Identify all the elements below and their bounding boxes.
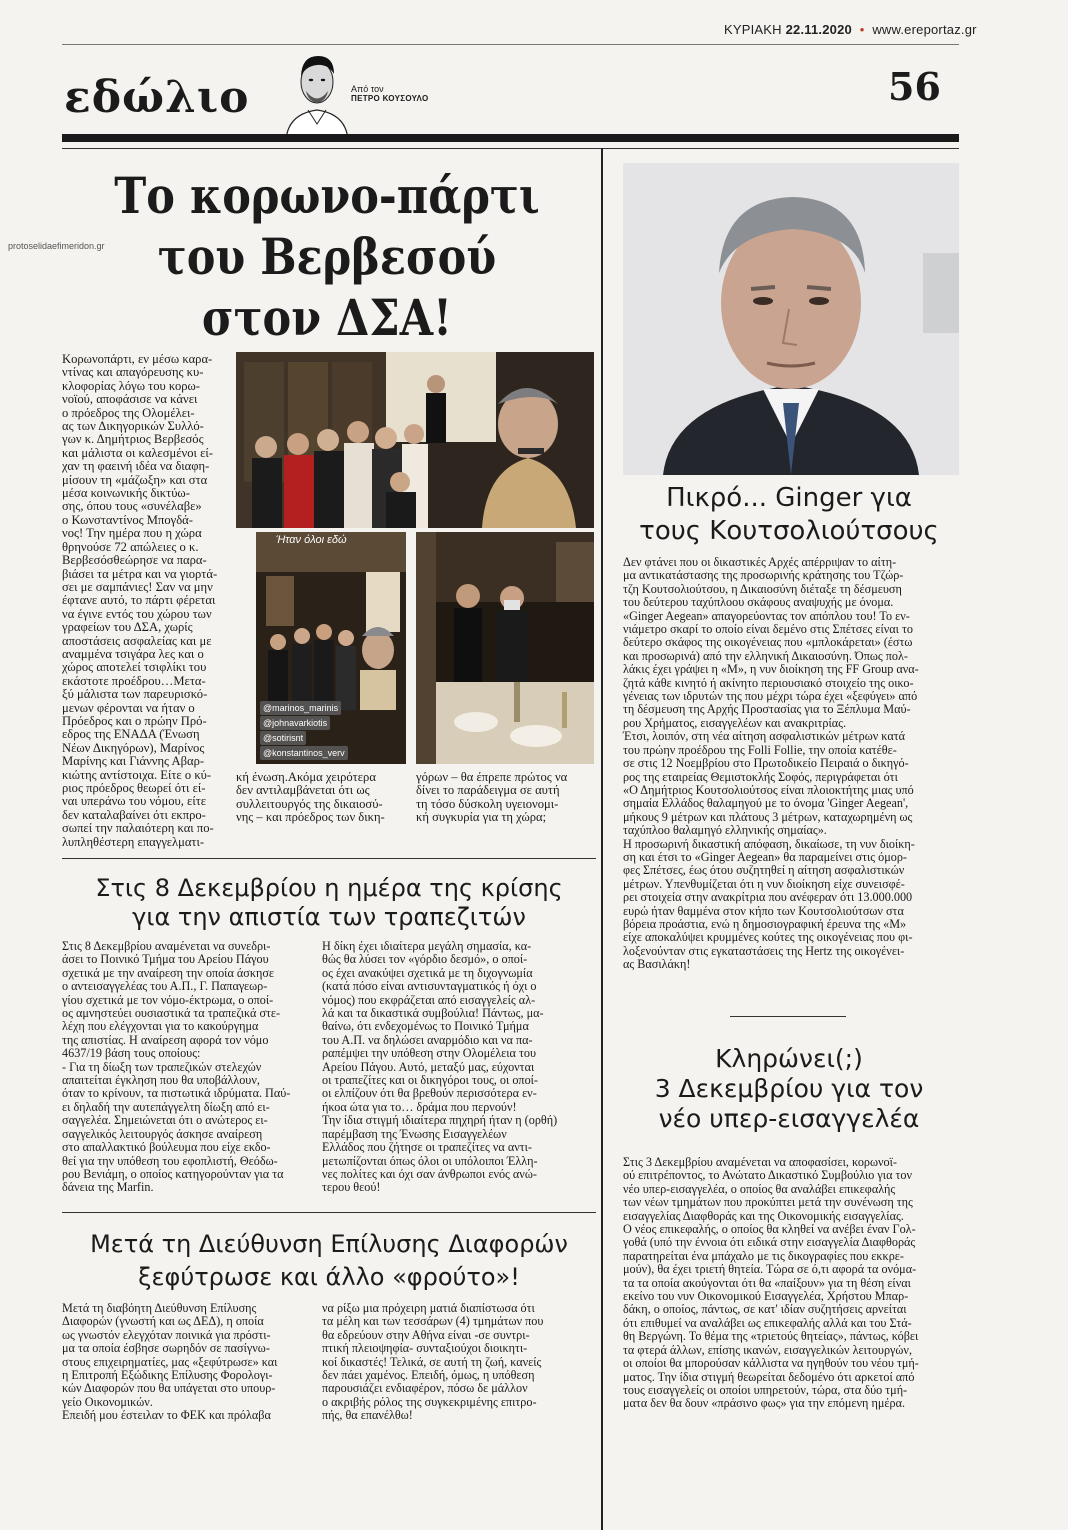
body-text-line: ος έχει ανακύψει σχετικά με τη διχογνωμία: [322, 965, 533, 980]
author-portrait: [282, 44, 352, 140]
main-story-column-2: [236, 771, 406, 825]
body-text-line: μετωπίζονται όπως όλοι οι υπόλοιποι Έλλη-: [322, 1153, 538, 1168]
body-text-line: δάνεια της Marfin.: [62, 1180, 154, 1195]
body-text-line: γόρων – θα έπρεπε πρώτος να: [416, 770, 568, 784]
body-text-line: στους επιχειρηματίες, μας «ξεφύτρωσε» και: [62, 1354, 278, 1369]
body-text-line: γένειας των ιδρυτών της που μέχρι τώρα έχει «ξεφύγει» από: [623, 689, 918, 704]
body-text-line: μενων φέρονται να ήταν ο: [62, 700, 195, 715]
body-text-line: του πρώην προέδρου της Folli Follie, την οποία κατέθε-: [623, 742, 897, 757]
body-text-line: είχε αποκαλύψει κρυμμένες κούτες της οικογένειας που φι-: [623, 930, 913, 945]
body-text-line: ας Βασιλάκη!: [623, 957, 691, 972]
fruit-story-left-column: [62, 1302, 316, 1423]
ginger-headline: [611, 482, 967, 548]
body-text-line: τη τόσο δύσκολη υγειονομι-: [416, 796, 559, 811]
body-text-line: γραφείων του ΔΣΑ, χωρίς: [62, 620, 193, 635]
bullet-separator: •: [859, 22, 865, 37]
body-text-line: ρει στοιχεία στην ανακρίτρια που ανέφεραν ότι 13.000.000: [623, 890, 913, 905]
body-text-line: σωπεί την παλαιότερη και πο-: [62, 821, 214, 836]
party-photo-group: [236, 352, 594, 528]
bankers-story-right-column: [322, 940, 592, 1195]
body-text-line: ο αντεισαγγελέας του Α.Π., Γ. Παπαγεωρ-: [62, 979, 268, 994]
body-text-line: Βερβεσόσθεώρησε να παρα-: [62, 553, 207, 568]
body-text-line: τη δέσμευση της Αρχής Προστασίας για το Ξέπλυμα Μαύ-: [623, 702, 911, 717]
body-text-line: σης, όπου τους «συνέλαβε»: [62, 499, 202, 514]
body-text-line: Κορωνοπάρτι, εν μέσω καρα-: [62, 352, 213, 366]
body-text-line: να ρίξω μια πρόχειρη ματιά διαπίστωσα ότι: [322, 1301, 535, 1315]
body-text-line: ζητά κάθε κινητό ή ακίνητο περιουσιακό στοιχείο της οικο-: [623, 675, 914, 690]
body-text-line: τα μέλη και των τεσσάρων (4) τμημάτων που: [322, 1314, 544, 1329]
body-text-line: ση και έτσι το «Ginger Aegean» θα παραμείνει στις όμορ-: [623, 849, 907, 864]
fruit-headline-line: ξεφύτρωσε και άλλο «φρούτο»!: [138, 1263, 520, 1291]
body-text-line: αποστάσεις ασφαλείας και με: [62, 633, 212, 648]
body-text-line: γων κ. Δημήτριος Βερβεσός: [62, 432, 204, 447]
koutsolioutsos-photo: [623, 163, 959, 475]
section-rule: [62, 1212, 596, 1213]
instagram-handle-tag[interactable]: @johnavarkiotis: [260, 716, 330, 730]
body-text-line: εισαγγελίας Διαφθοράς και της Οικονομικής εισαγγελίας.: [623, 1208, 904, 1223]
body-text-line: μα τα οποία έσβησε σωρηδόν σε πασίγνω-: [62, 1341, 270, 1356]
main-headline-line: του Βερβεσού: [157, 227, 497, 286]
fruit-story-right-column: [322, 1302, 592, 1423]
body-text-line: χαν τη φαεινή ιδέα να διαφη-: [62, 459, 210, 474]
body-text-line: Επειδή μου έστειλαν το ΦΕΚ και πρόλαβα: [62, 1408, 271, 1423]
instagram-caption: Ήταν όλοι εδώ: [276, 534, 347, 546]
body-text-line: θα εδρεύουν στην Αθήνα είναι -σε συντρι-: [322, 1327, 530, 1342]
body-text-line: ού επιτρέποντος, το Ανώτατο Δικαστικό Συμβούλιο για τον: [623, 1168, 912, 1183]
body-text-line: δεύτερο σκάφος της οικογένειας που «μπλοκάρεται» (έστω: [623, 635, 913, 650]
body-text-line: σημαία Ελλάδος θαλαμηγού με το όνομα 'Ginger Aegean',: [623, 796, 909, 811]
bankers-headline-line: για την απιστία των τραπεζιτών: [132, 903, 526, 931]
body-text-line: ο πρόεδρος της Ολομέλει-: [62, 405, 195, 420]
body-text-line: θαίνω, ότι ενδεχομένως το Ποινικό Τμήμα: [322, 1019, 529, 1034]
masthead-thick-rule: [62, 134, 959, 142]
bankers-story-left-column: [62, 940, 316, 1195]
body-text-line: και προσωρινά) από την ελληνική Δικαιοσύνη. Όπως πολ-: [623, 648, 908, 663]
body-text-line: Διαφορών (γνωστή και ως ΔΕΔ), η οποία: [62, 1314, 264, 1329]
body-text-line: ριος πρόεδρος θεωρεί ότι εί-: [62, 781, 206, 795]
body-text-line: παρατηρείται ένα μπάχαλο με τις δικογραφίες που εκκρε-: [623, 1248, 904, 1263]
body-text-line: δίνει το παράδειγμα σε αυτή: [416, 783, 560, 798]
instagram-handle-tag[interactable]: @sotirisnt: [260, 731, 306, 745]
instagram-story-photo: [256, 532, 406, 764]
body-text-line: γοθά (υπό την έννοια ότι ειδικά στην εισαγγελία Διαφθοράς: [623, 1235, 916, 1250]
body-text-line: (κατά πόσο είναι αντισυνταγματικός ή όχι ο: [322, 979, 537, 994]
body-text-line: θεί για την υπόθεση του εφοπλιστή, Θεόδω-: [62, 1153, 278, 1168]
body-text-line: γείο Οικονομικών.: [62, 1394, 153, 1409]
watermark: protoselidaefimeridon.gr: [8, 241, 105, 251]
body-text-line: σαγγελέα. Σημειώνεται ότι ο ανώτερος ει-: [62, 1113, 268, 1128]
byline: [351, 84, 428, 104]
body-text-line: αναμμένα τσιγάρα λες και ο: [62, 646, 204, 661]
body-text-line: ραπέμψει την υπόθεση στην Ολομέλεια του: [322, 1046, 537, 1061]
body-text-line: Μαρίνης και Γιάννης Αβαρ-: [62, 754, 205, 769]
body-text-line: εκάστοτε προέδρου…Μετα-: [62, 673, 206, 688]
body-text-line: λέχη που ελέγχονται για το κακούργημα: [62, 1019, 259, 1034]
body-text-line: νέο υπερ-εισαγγελέα, ο οποίος θα αναλάβει επικεφαλής: [623, 1181, 896, 1196]
body-text-line: λά και τα δικαστικά συμβούλια! Πάντως, μα-: [322, 1006, 544, 1021]
body-text-line: τερου θεού!: [322, 1180, 381, 1195]
body-text-line: χώρος αποτελεί τσιφλίκι του: [62, 660, 207, 675]
body-text-line: ρου Βενιάμη, ο οποίος κατηγορούνταν για τα: [62, 1166, 284, 1181]
body-text-line: δεν καταλαβαίνει ότι εκπρο-: [62, 807, 206, 822]
body-text-line: «Ginger Aegean» απαγορεύοντας τον απόπλου του! Το εν-: [623, 608, 910, 623]
body-text-line: ντίνας και απαγόρευσης κυ-: [62, 365, 204, 380]
body-text-line: πής, θα επανέλθω!: [322, 1408, 413, 1423]
body-text-line: οι ελπίζουν ότι θα βρεθούν περισσότερα εν-: [322, 1086, 537, 1101]
body-text-line: μήκους 9 μέτρων και πλάτους 3 μέτρων, καταχωρημένη ως: [623, 809, 913, 824]
body-text-line: σε στις 12 Νοεμβρίου στο Πρωτοδικείο Πειραιά ο δικηγό-: [623, 756, 909, 771]
party-photo-table: [416, 532, 594, 764]
body-text-line: των νέων τμημάτων που προκύπτει μετά την συνένωση της: [623, 1195, 913, 1210]
fruit-headline-line: Μετά τη Διεύθυνση Επίλυσης Διαφορών: [90, 1230, 568, 1258]
body-text-line: της απιστίας. Η αναίρεση αφορά τον νόμο: [62, 1032, 269, 1047]
body-text-line: Ελλάδος που ζήτησε οι τραπεζίτες να αντι-: [322, 1140, 532, 1155]
body-text-line: κή συγκυρία για τη χώρα;: [416, 810, 547, 825]
body-text-line: συλλειτουργός της δικαιοσύ-: [236, 796, 383, 811]
body-text-line: μα αντικατάστασης της προσωρινής κράτησης του Τζώρ-: [623, 568, 904, 583]
body-text-line: σχετικά με την αναίρεση την οποία άσκησε: [62, 965, 275, 980]
body-text-line: Ο νέος επικεφαλής, ο οποίος θα κληθεί να ανέβει έναν Γολ-: [623, 1222, 916, 1237]
body-text-line: τους εισαγγελείς οι οποίοι υπηρετούν, τώρα, στα δύο τμή-: [623, 1382, 908, 1397]
body-text-line: ταχύπλοο θαλαμηγό ελληνικής σημαίας».: [623, 823, 827, 838]
body-text-line: Η δίκη έχει ιδιαίτερα μεγάλη σημασία, κα-: [322, 939, 532, 953]
body-text-line: ος αμνηστεύει ουσιαστικά τα τραπεζικά στε-: [62, 1006, 281, 1021]
prosecutor-headline: [611, 1044, 967, 1134]
prosecutor-headline-line: Κληρώνει(;): [715, 1044, 863, 1073]
body-text-line: ει δηλαδή την αυτεπάγγελτη δίωξη από ει-: [62, 1099, 270, 1114]
body-text-line: όταν το κρίνουν, τα πιστωτικά ιδρύματα. Παύ-: [62, 1086, 291, 1101]
body-text-line: ευρώ ήταν θαμμένα στον κήπο των Κουτσολιούτσων στα: [623, 903, 904, 918]
body-text-line: νες πολίτες και όχι σαν άνθρωποι ενός ανώ-: [322, 1166, 537, 1181]
body-text-line: βιάσει τα μέτρα και να γιορτά-: [62, 566, 218, 581]
section-rule: [62, 858, 596, 859]
body-text-line: μέσα κοινωνικής δικτύω-: [62, 486, 190, 501]
body-text-line: σει με σαμπάνιες! Σαν να μην: [62, 579, 213, 594]
body-text-line: ρου Χρήματος, εισαγγελέων και ανακριτρίας.: [623, 715, 847, 730]
prosecutor-story-body: [623, 1156, 959, 1411]
body-text-line: πτική πλειοψηφία- συνταξιούχοι διοικητι-: [322, 1341, 528, 1356]
body-text-line: «Ο Δημήτριος Κουτσολιούτσος είναι πλοιοκτήτης μιας υπό: [623, 782, 914, 797]
body-text-line: μέτρων. Υπενθυμίζεται ότι η νυν διοίκηση είχε συνεισφέ-: [623, 876, 905, 891]
body-text-line: νης – και πρόεδρος των δικη-: [236, 810, 385, 825]
bankers-headline-line: Στις 8 Δεκεμβρίου η ημέρα της κρίσης: [95, 874, 563, 902]
body-text-line: σαγγελικός λειτουργός άσκησε αναίρεση: [62, 1126, 263, 1141]
page-number: 56: [888, 64, 941, 109]
main-headline-line: Το κορωνο-πάρτι: [114, 166, 540, 225]
instagram-handles: [260, 700, 400, 760]
body-text-line: μούν), θα έχει τριετή θητεία. Τώρα σε ό,τι αφορά τα ονόμα-: [623, 1262, 917, 1277]
issue-dateline: [724, 22, 977, 37]
main-headline-line: στον ΔΣΑ!: [201, 288, 453, 347]
body-text-line: λάκις έχει γράψει η «Μ», η νυν διοίκηση της FF Group ανα-: [623, 662, 919, 677]
body-text-line: Η προσωρινή δικαστική απόφαση, δικαίωσε, τη νυν διοίκη-: [623, 836, 915, 851]
body-text-line: ναι υπεράνω του νόμου, είτε: [62, 794, 207, 809]
body-text-line: οι τραπεζίτες και οι δικηγόροι τους, οι οποί-: [322, 1073, 538, 1088]
body-text-line: Αρείου Πάγου. Αυτό, μεταξύ μας, εύχονται: [322, 1059, 535, 1074]
body-text-line: νοϊού, αποφάσισε να κάνει: [62, 392, 198, 407]
body-text-line: ματος. Την ίδια στιγμή θεωρείται δεδομένο ότι αρκετοί από: [623, 1369, 915, 1384]
body-text-line: τα φτερά άλλων, επίσης ικανών, εισαγγελικών λειτουργών,: [623, 1342, 912, 1357]
body-text-line: Δεν φτάνει που οι δικαστικές Αρχές απέρριψαν το αίτη-: [623, 555, 897, 569]
body-text-line: του Α.Π. να δηλώσει αναρμόδιο και να πα-: [322, 1032, 533, 1047]
body-text-line: και μάλιστα οι καλεσμένοι εί-: [62, 445, 213, 460]
body-text-line: έφτανε αυτό, το πάρτι φέρεται: [62, 593, 216, 608]
body-text-line: λυπληθέστερη επαγγελματι-: [62, 834, 205, 849]
column-divider: [601, 148, 603, 1530]
body-text-line: να έγινε εντός του χώρου των: [62, 606, 212, 621]
body-text-line: τα τα οποία ακούγονται ότι θα «παίξουν» για τη θέση είναι: [623, 1275, 911, 1290]
byline-prefix: Από τον: [351, 84, 384, 94]
fruit-headline: [62, 1228, 596, 1294]
body-text-line: του δεύτερου ταχύπλοου σκάφους αναψυχής με όνομα.: [623, 595, 894, 610]
body-text-line: οι οποίοι θα μπορούσαν κάλλιστα να ηγηθούν του νέου τμή-: [623, 1356, 919, 1371]
header-rule: [62, 44, 959, 45]
main-story-column-3: [416, 771, 594, 825]
body-text-line: κή ένωση.Ακόμα χειρότερα: [236, 770, 376, 784]
body-text-line: λοξενούνταν στις εγκαταστάσεις της Hertz της οικογένει-: [623, 943, 905, 958]
body-text-line: κλοφορίας λόγω του κορω-: [62, 378, 201, 393]
body-text-line: κιώτης αντίστοιχα. Είτε ο κύ-: [62, 767, 212, 782]
body-text-line: Πρόεδρος και ο πρώην Πρό-: [62, 713, 207, 728]
body-text-line: ο Κωνσταντίνος Μπογδά-: [62, 512, 193, 527]
body-text-line: παρουσιάζει ενδιαφέρον, πόσω δε μάλλον: [322, 1381, 528, 1396]
body-text-line: Στις 3 Δεκεμβρίου αναμένεται να αποφασίσει, κορωνοϊ-: [623, 1155, 897, 1169]
website-link[interactable]: www.ereportaz.gr: [872, 22, 977, 37]
body-text-line: νόμος) που εκφράζεται από εισαγγελείς αλ-: [322, 992, 536, 1007]
body-text-line: ρος της εταιρείας Θεμιστοκλής Σοφός, περιγράφεται ότι: [623, 769, 898, 784]
body-text-line: ξύ μάλιστα των παρευρισκό-: [62, 687, 208, 702]
body-text-line: νος! Την ημέρα που η χώρα: [62, 526, 202, 541]
body-text-line: παρέμβαση της Ένωσης Εισαγγελέων: [322, 1126, 507, 1141]
prosecutor-headline-line: 3 Δεκεμβρίου για τον: [654, 1074, 924, 1103]
body-text-line: γίου σχετικά με τον νόμο-έκτρωμα, ο οποί-: [62, 992, 274, 1007]
body-text-line: στο απαλλακτικό βούλευμα που είχε εκδο-: [62, 1140, 271, 1155]
body-text-line: ήκοα ώτα για το… δράμα που περνούν!: [322, 1099, 517, 1114]
author-name: ΠΕΤΡΟ ΚΟΥΣΟΥΛΟ: [351, 94, 429, 103]
body-text-line: Στις 8 Δεκεμβρίου αναμένεται να συνεδρι-: [62, 939, 271, 953]
body-text-line: ας των Δικηγορικών Συλλό-: [62, 419, 204, 434]
body-text-line: άσει το Ποινικό Τμήμα του Αρείου Πάγου: [62, 952, 269, 967]
masthead-thin-rule: [62, 148, 959, 149]
instagram-handle-tag[interactable]: @marinos_marinis: [260, 701, 341, 715]
body-text-line: θη Βεργώνη. Το θέμα της «τριετούς θητείας», πάντως, κόβει: [623, 1329, 919, 1344]
body-text-line: εκείνο του νυν Οικονομικού Εισαγγελέα, Χρήστου Μπαρ-: [623, 1289, 909, 1304]
body-text-line: κών Διαφορών που θα υπάγεται στο υπουρ-: [62, 1381, 276, 1396]
body-text-line: ματα δεν θα δουν «πράσινο φως» για την επόμενη ημέρα.: [623, 1396, 906, 1411]
body-text-line: Την ίδια στιγμή ιδιαίτερα πηχηρή ήταν η (ορθή): [322, 1113, 558, 1128]
issue-date: 22.11.2020: [785, 22, 852, 37]
body-text-line: νιάμετρο σκαρί το οποίο είναι δεμένο στις Σπέτσες είναι το: [623, 622, 913, 637]
body-text-line: φες Σπέτσες, έως ότου συζητηθεί η αίτηση ασφαλιστικών: [623, 863, 905, 878]
body-text-line: τζη Κουτσολιούτσου, η Δικαιοσύνη διέταξε τη δέσμευση: [623, 581, 902, 596]
body-text-line: 4637/19 βάση τους οποίους:: [62, 1046, 201, 1061]
issue-day: ΚΥΡΙΑΚΗ: [724, 22, 782, 37]
section-rule: [730, 1016, 846, 1017]
body-text-line: θρηνούσε 72 απώλειες ο κ.: [62, 539, 199, 554]
body-text-line: απαιτείται έγκληση που θα υποβάλλουν,: [62, 1073, 260, 1088]
body-text-line: - Για τη δίωξη των τραπεζικών στελεχών: [62, 1059, 262, 1074]
body-text-line: δεν πάει χαμένος. Επειδή, όμως, η υπόθεση: [322, 1368, 535, 1383]
body-text-line: κοί δικαστές! Τελικά, σε αυτή τη ζωή, κανείς: [322, 1354, 542, 1369]
body-text-line: δάκη, ο οποίος, πάντως, σε κατ' ιδίαν συζητήσεις αρνείται: [623, 1302, 907, 1317]
body-text-line: Νέων Δικηγόρων), Μαρίνος: [62, 740, 205, 755]
body-text-line: ότι επιθυμεί να αναλάβει ως επικεφαλής αλλά και του Στά-: [623, 1315, 912, 1330]
body-text-line: δεν αντιλαμβάνεται ότι ως: [236, 783, 370, 798]
main-headline: [99, 165, 555, 348]
body-text-line: εδρος της ΕΝΑΔΑ (Ένωση: [62, 727, 200, 742]
bankers-headline: [62, 874, 596, 932]
prosecutor-headline-line: νέο υπερ-εισαγγελέα: [658, 1104, 920, 1133]
column-masthead: εδώλιο: [64, 72, 250, 123]
body-text-line: η Επιτροπή Εξώδικης Επίλυσης Φορολογι-: [62, 1368, 273, 1383]
body-text-line: μίσουν τη «μάζωξη» και στα: [62, 472, 208, 487]
body-text-line: Έτσι, λοιπόν, στη νέα αίτηση ασφαλιστικών μέτρων κατά: [623, 729, 905, 744]
ginger-story-body: [623, 556, 959, 972]
body-text-line: Μετά τη διαβόητη Διεύθυνση Επίλυσης: [62, 1301, 257, 1315]
instagram-handle-tag[interactable]: @konstantinos_verv: [260, 746, 348, 760]
body-text-line: θώς θα λύσει τον «γόρδιο δεσμό», ο οποί-: [322, 952, 528, 967]
body-text-line: ο ακριβής ρόλος της συγκεκριμένης επιτρο-: [322, 1394, 537, 1409]
ginger-headline-line: τους Κουτσολιούτσους: [639, 516, 939, 546]
main-story-column-1: [62, 353, 230, 849]
body-text-line: βόρεια προάστια, ενώ η δημοσιογραφική έρευνα της «Μ»: [623, 916, 907, 931]
ginger-headline-line: Πικρό... Ginger για: [666, 483, 912, 513]
body-text-line: ως γνωστόν ελεγχόταν ποινικά για πρόστι-: [62, 1327, 271, 1342]
